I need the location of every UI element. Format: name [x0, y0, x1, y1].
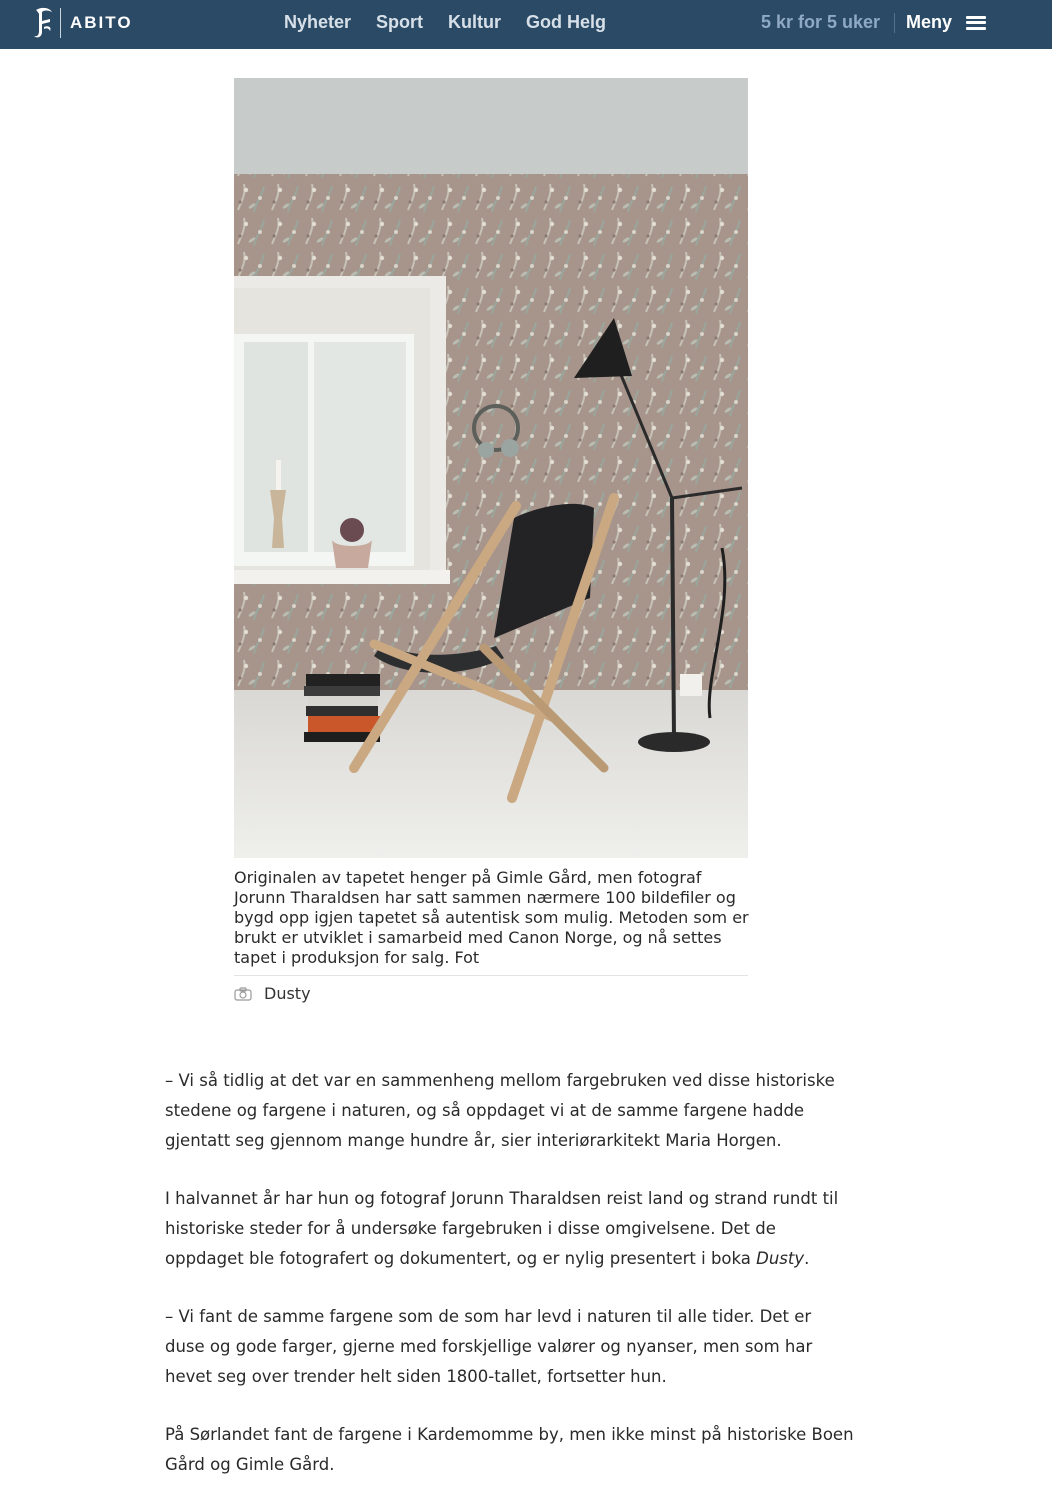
- nav-item-nyheter[interactable]: Nyheter: [284, 12, 352, 32]
- article-paragraph-2: I halvannet år har hun og fotograf Jorunn Tharaldsen reist land og strand rundt til historiske steder for å undersøke fargebruken i disse omgivelsene. Det de oppdaget ble fotografert og dokumentert, og er nylig presentert i boka Dusty.: [165, 1189, 839, 1268]
- photo-credit: [234, 984, 311, 1003]
- main-nav: [284, 12, 606, 33]
- book-title: Dusty: [756, 1249, 805, 1268]
- nav-item-god-helg[interactable]: God Helg: [526, 12, 607, 32]
- camera-icon: [234, 987, 252, 1001]
- menu-label: Meny: [906, 12, 953, 32]
- logo-divider: [60, 8, 61, 38]
- article-body: [165, 1066, 855, 1508]
- hamburger-icon: [966, 16, 986, 30]
- caption-divider: [234, 975, 748, 976]
- article-paragraph-3: – Vi fant de samme fargene som de som har levd i naturen til alle tider. Det er duse og gode farger, gjerne med forskjellige valører og nyanser, men som har hevet seg over trender helt siden 1800-tallet, fortsetter hun.: [165, 1307, 813, 1386]
- fvn-logo-icon[interactable]: [30, 6, 56, 40]
- menu-button[interactable]: [906, 12, 986, 33]
- subscription-offer-link[interactable]: 5 kr for 5 uker: [760, 12, 880, 32]
- photo-credit-name: Dusty: [264, 984, 311, 1003]
- top-navigation-bar: [0, 0, 1052, 49]
- article-paragraph-1: – Vi så tidlig at det var en sammenheng mellom fargebruken ved disse historiske stedene og fargene i naturen, og så oppdaget vi at de samme fargene hadde gjentatt seg gjennom mange hundre år, sier interiørarkitekt Maria Horgen.: [165, 1071, 835, 1150]
- nav-item-sport[interactable]: Sport: [376, 12, 424, 32]
- nav-item-kultur[interactable]: Kultur: [448, 12, 502, 32]
- photo-caption: Originalen av tapetet henger på Gimle Gård, men fotograf Jorunn Tharaldsen har satt sammen nærmere 100 bildefiler og bygd opp igjen tapetet så autentisk som mulig. Metoden som er brukt er utviklet i samarbeid med Canon Norge, og nå settes tapet i produksjon for salg. Fot: [234, 868, 749, 967]
- article-paragraph-4: På Sørlandet fant de fargene i Kardemomme by, men ikke minst på historiske Boen Gård og Gimle Gård.: [165, 1425, 854, 1474]
- header-separator: [894, 13, 895, 33]
- article-photo: [234, 78, 748, 858]
- section-brand[interactable]: ABITO: [70, 13, 133, 32]
